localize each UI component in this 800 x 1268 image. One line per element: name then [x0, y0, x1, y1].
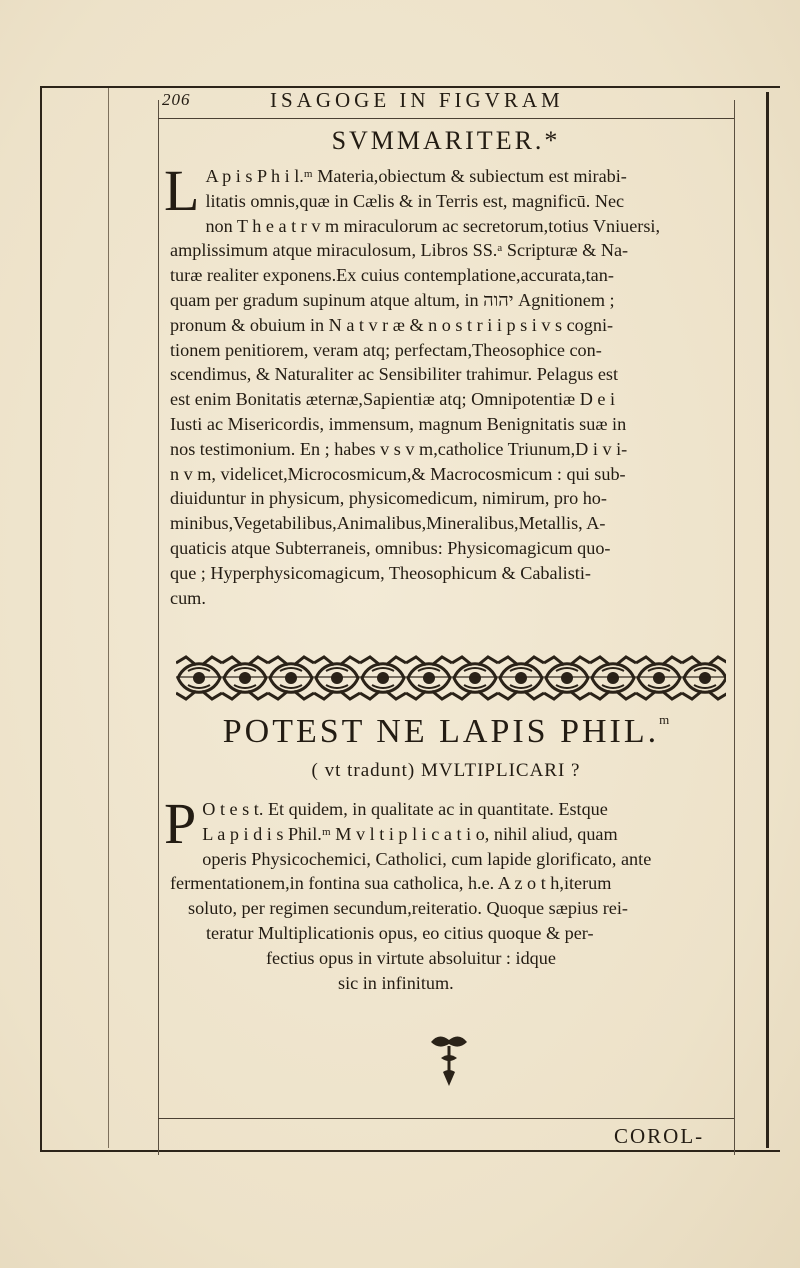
footer-rule	[158, 1118, 734, 1119]
text-line: non T h e a t r v m miraculorum ac secretorum,totius Vniuersi,	[205, 215, 661, 236]
text-line: teratur Multiplicationis opus, eo citius quoque & per-	[206, 922, 594, 943]
frame-left-rule	[40, 86, 42, 1152]
section-title-potest	[158, 712, 734, 751]
text-line: sic in infinitum.	[338, 972, 454, 993]
dropcap-L: L	[164, 158, 200, 223]
text-line: operis Physicochemici, Catholici, cum lapide glorificato, ante	[202, 848, 652, 869]
text-block-left-rule	[158, 100, 159, 1155]
page-number: 206	[162, 90, 191, 109]
text-line: cum.	[170, 587, 206, 608]
text-line: que ; Hyperphysicomagicum, Theosophicum & Cabalisti-	[170, 562, 591, 583]
catchword: COROL-	[614, 1124, 705, 1148]
paragraph-summariter	[164, 158, 730, 610]
frame-bottom-rule	[40, 1150, 780, 1152]
text-line: pronum & obuium in N a t v r æ & n o s t r i i p s i v s cogni-	[170, 314, 614, 335]
text-line: A p i s P h i l.ᵐ Materia,obiectum & subiectum est mirabi-	[205, 166, 627, 186]
running-head: ISAGOGE IN FIGVRAM	[270, 88, 564, 112]
fleuron-tailpiece	[427, 1032, 471, 1088]
section-title-text: POTEST NE LAPIS PHIL.	[222, 713, 660, 750]
text-line: minibus,Vegetabilibus,Animalibus,Mineralibus,Metallis, A-	[170, 513, 606, 534]
text-block-right-rule	[734, 100, 735, 1155]
text-line: fermentationem,in fontina sua catholica, h.e. A z o t h,iterum	[170, 873, 612, 894]
text-line: turæ realiter exponens.Ex cuius contemplatione,accurata,tan-	[170, 265, 614, 286]
text-line: quam per gradum supinum atque altum, in יהוה Agnitionem ;	[170, 289, 615, 310]
text-line: nos testimonium. En ; habes v s v m,catholice Triunum,D i v i-	[170, 438, 628, 459]
paragraph-potest	[164, 791, 726, 995]
text-line: soluto, per regimen secundum,reiteratio. Quoque sæpius rei-	[188, 898, 628, 919]
text-line: n v m, videlicet,Microcosmicum,& Macrocosmicum : qui sub-	[170, 463, 626, 484]
text-line: O t e s t. Et quidem, in qualitate ac in quantitate. Estque	[202, 799, 608, 819]
text-line: amplissimum atque miraculosum, Libros SS.ᵃ Scripturæ & Na-	[170, 240, 629, 261]
dropcap-P: P	[164, 791, 197, 856]
text-line: fectius opus in virtute absoluitur : idque	[266, 947, 556, 968]
section-title-summariter: SVMMARITER.*	[331, 126, 561, 155]
text-line: L a p i d i s Phil.ᵐ M v l t i p l i c a t i o, nihil aliud, quam	[202, 823, 618, 844]
text-line: Iusti ac Misericordis, immensum, magnum Benignitatis suæ in	[170, 413, 627, 434]
section-title-superscript: m	[659, 712, 670, 727]
header-rule	[158, 118, 734, 119]
text-line: scendimus, & Naturaliter ac Sensibiliter trahimur. Pelagus est	[170, 364, 619, 385]
frame-left-inner-rule	[108, 88, 109, 1148]
text-line: quaticis atque Subterraneis, omnibus: Physicomagicum quo-	[170, 537, 611, 558]
section-subtitle: ( vt tradunt) MVLTIPLICARI ?	[311, 760, 581, 781]
ornamental-band	[176, 655, 726, 701]
text-line: litatis omnis,quæ in Cælis & in Terris est, magnificū. Nec	[205, 190, 625, 211]
text-line: tionem penitiorem, veram atq; perfectam,Theosophice con-	[170, 339, 602, 360]
text-line: est enim Bonitatis æternæ,Sapientiæ atq; Omnipotentiæ D e i	[170, 389, 616, 410]
text-line: diuiduntur in physicum, physicomedicum, nimirum, pro ho-	[170, 488, 607, 509]
frame-right-rule	[766, 92, 769, 1148]
